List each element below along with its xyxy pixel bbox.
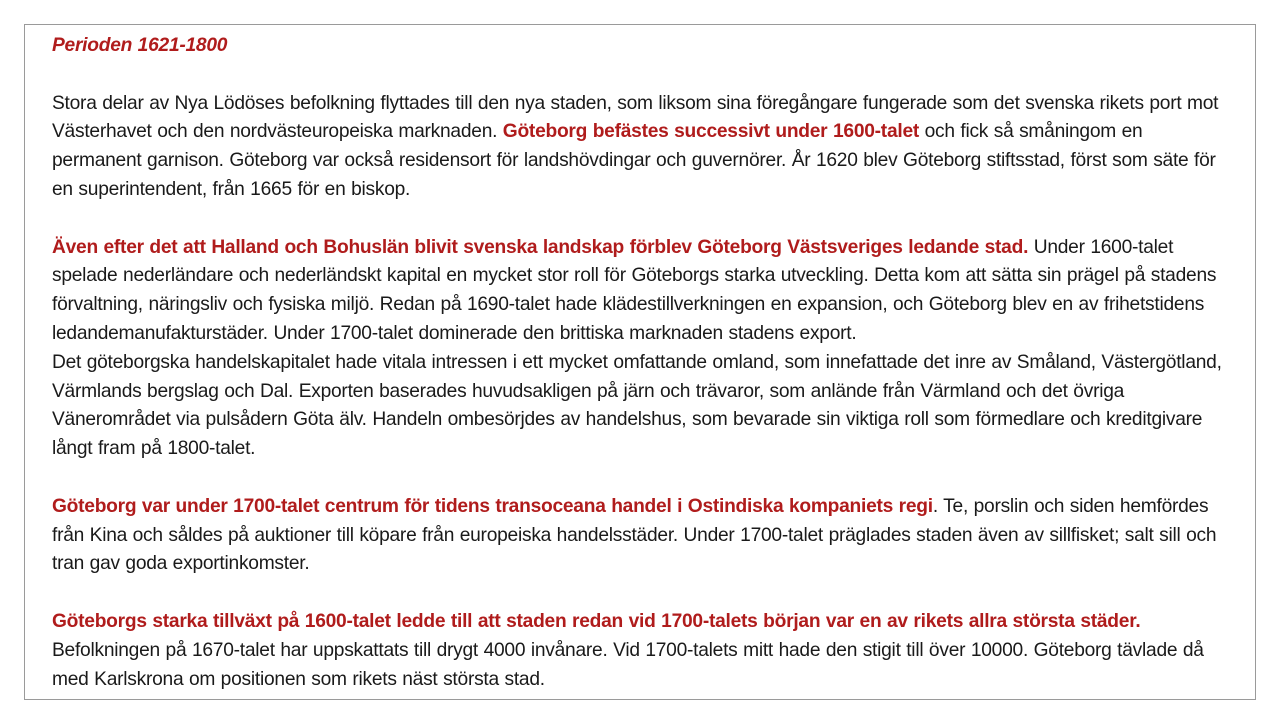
spacer [52, 205, 1232, 234]
paragraph-4-highlight: Göteborg var under 1700-talet centrum för tidens transoceana handel i Ostindiska kompaniets regi [52, 495, 933, 517]
paragraph-5-highlight: Göteborgs starka tillväxt på 1600-talet ledde till att staden redan vid 1700-talets början var en av rikets allra största städer. [52, 610, 1141, 632]
spacer [52, 464, 1232, 493]
paragraph-3 [52, 349, 1232, 464]
paragraph-4 [52, 493, 1232, 579]
paragraph-1-highlight: Göteborg befästes successivt under 1600-talet [502, 121, 920, 143]
paragraph-4-text: . Te, porslin och siden hemfördes från Kina och såldes på auktioner till köpare från europeiska handelsstäder. Under 1700-talet präglades staden även av sillfisket; salt sill och tran gav goda exportinkomster. [52, 495, 1217, 575]
slide-content [52, 32, 1232, 694]
paragraph-1-text: Stora delar av Nya Lödöses befolkning flyttades till den nya staden, som liksom sina föregångare fungerade som det svenska rikets port mot Västerhavet och den nordvästeuropeiska marknaden. [52, 92, 1219, 143]
paragraph-1 [52, 90, 1232, 205]
paragraph-2-highlight: Även efter det att Halland och Bohuslän blivit svenska landskap förblev Göteborg Västsveriges ledande stad. [52, 236, 1029, 258]
paragraph-1-text-cont: och fick så småningom en permanent garnison. Göteborg var också residensort för landshövdingar och guvernörer. År 1620 blev Göteborg stiftsstad, först som säte för en superintendent, från 1665 för en biskop. [52, 121, 1216, 200]
spacer [52, 579, 1232, 608]
paragraph-5 [52, 608, 1232, 694]
paragraph-2 [52, 234, 1232, 349]
paragraph-3-text: Det göteborgska handelskapitalet hade vitala intressen i ett mycket omfattande omland, som innefattade det inre av Småland, Västergötland, Värmlands bergslag och Dal. Exporten baserades huvudsakligen på järn och trävaror, som anlände från Värmland och det övriga Vänerområdet via pulsådern Göta älv. Handeln ombesörjdes av handelshus, som bevarade sin viktiga roll som förmedlare och kreditgivare långt fram på 1800-talet. [52, 351, 1222, 460]
paragraph-5-text: Befolkningen på 1670-talet har uppskattats till drygt 4000 invånare. Vid 1700-talets mitt hade den stigit till över 10000. Göteborg tävlade då med Karlskrona om positionen som rikets näst största stad. [52, 639, 1204, 690]
section-title: Perioden 1621-1800 [52, 35, 228, 56]
paragraph-2-text: Under 1600-talet spelade nederländare och nederländskt kapital en mycket stor roll för Göteborgs starka utveckling. Detta kom att sätta sin prägel på stadens förvaltning, näringsliv och fysiska miljö. Redan på 1690-talet hade klädestillverkningen en expansion, och Göteborg blev en av frihetstidens ledandemanufakturstäder. Under 1700-talet dominerade den brittiska marknaden stadens export. [52, 236, 1217, 344]
spacer [52, 61, 1232, 90]
